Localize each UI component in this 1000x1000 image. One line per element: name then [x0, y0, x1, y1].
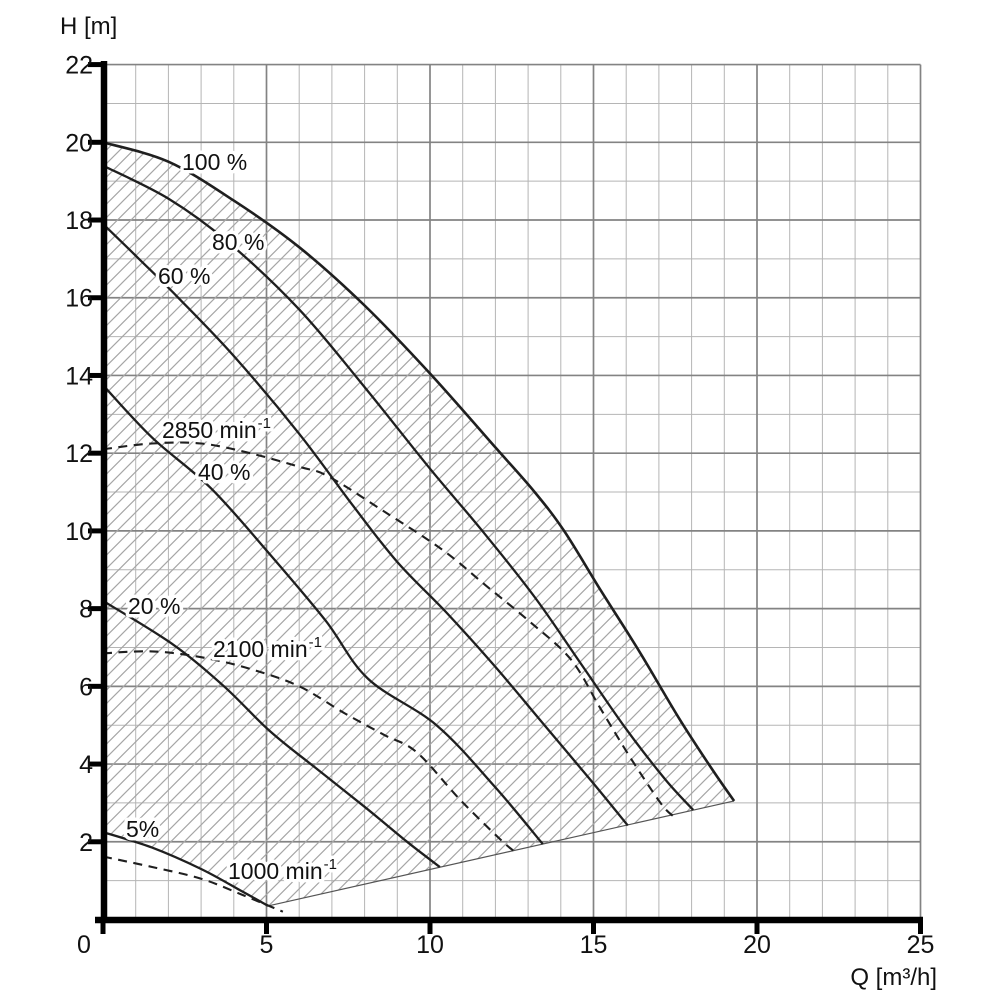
curve-label-superscript: -1 [308, 634, 322, 651]
x-axis-title: Q [m³/h] [850, 964, 937, 991]
y-tick-label-22: 22 [65, 51, 93, 80]
curve-label-text: 2100 min [213, 636, 308, 662]
x-tick-label-20: 20 [743, 931, 771, 959]
curve-label-text: 100 % [182, 149, 248, 175]
y-tick-label-2: 2 [79, 828, 93, 857]
x-tick-label-15: 15 [579, 931, 608, 959]
y-tick-label-6: 6 [79, 673, 93, 702]
y-tick-label-8: 8 [79, 595, 93, 624]
y-tick-label-20: 20 [65, 129, 93, 158]
curve-label-80% [212, 229, 264, 255]
curve-label-text: 80 % [212, 229, 265, 255]
y-axis-title: H [m] [60, 13, 118, 40]
x-tick-label-0: 0 [77, 931, 91, 959]
curve-label-60% [158, 263, 210, 289]
curve-label-20% [128, 593, 180, 619]
curve-label-text: 20 % [128, 593, 181, 619]
x-tick-label-10: 10 [416, 931, 444, 959]
curve-label-text: 5% [126, 816, 160, 842]
y-tick-label-4: 4 [79, 751, 93, 780]
curve-label-5% [126, 816, 159, 842]
curve-label-1000min1 [228, 856, 337, 884]
curve-label-text: 1000 min [228, 858, 323, 884]
curve-label-2100min1 [213, 634, 322, 662]
curve-label-2850min1 [162, 415, 271, 443]
curve-label-text: 60 % [158, 263, 211, 289]
curve-label-superscript: -1 [323, 856, 337, 873]
x-tick-label-5: 5 [259, 931, 274, 959]
y-tick-label-10: 10 [65, 517, 93, 546]
y-tick-label-14: 14 [65, 362, 93, 391]
y-tick-label-16: 16 [65, 284, 93, 313]
y-tick-label-18: 18 [65, 207, 93, 236]
curve-label-40% [198, 459, 250, 485]
x-tick-label-25: 25 [906, 931, 935, 959]
curve-label-100% [182, 149, 247, 175]
operating-envelope-hatch [103, 142, 734, 906]
curve-label-text: 2850 min [162, 417, 257, 443]
y-tick-label-12: 12 [65, 440, 93, 469]
curve-label-text: 40 % [198, 459, 251, 485]
generated-chart-layers [65, 52, 934, 959]
curve-label-superscript: -1 [257, 415, 271, 432]
